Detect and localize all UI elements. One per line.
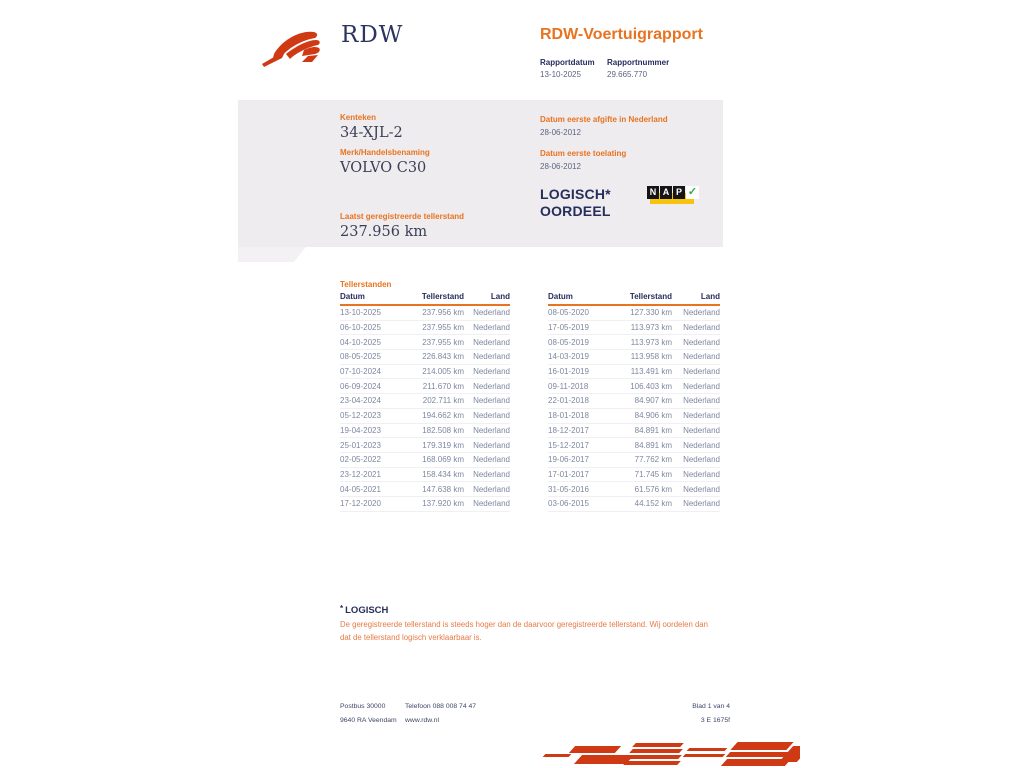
table-cell: 168.069 km: [422, 455, 464, 465]
toelating-value: 28-06-2012: [540, 162, 581, 171]
table-cell: 158.434 km: [422, 469, 464, 479]
table-row: [340, 350, 510, 365]
report-date-value: 13-10-2025: [540, 70, 581, 79]
table-cell: Nederland: [473, 337, 510, 347]
table-body: [548, 306, 720, 512]
footer-page-number: Blad 1 van 4: [692, 703, 730, 710]
footer-address: [340, 700, 397, 728]
verdict-note-title-text: LOGISCH: [345, 605, 389, 616]
table-cell: 04-10-2025: [340, 337, 381, 347]
kenteken-block: [340, 113, 403, 141]
decorative-stripes-graphic: [538, 736, 800, 768]
table-cell: 113.973 km: [630, 337, 672, 347]
table-row: [340, 497, 510, 512]
nap-letter-a: A: [660, 186, 672, 199]
toelating-label: Datum eerste toelating: [540, 149, 627, 158]
table-row: [340, 394, 510, 409]
rdw-wordmark: RDW: [341, 22, 404, 48]
table-row: [548, 497, 720, 512]
table-row: [340, 365, 510, 380]
afgifte-block: [540, 115, 668, 137]
footer-city: 9640 RA Veendam: [340, 717, 397, 724]
table-cell: Nederland: [473, 411, 510, 421]
table-row: [340, 438, 510, 453]
verdict-text: [540, 186, 611, 220]
table-row: [340, 468, 510, 483]
table-cell: Nederland: [683, 367, 720, 377]
footer-page-info: [560, 700, 730, 728]
table-cell: 19-06-2017: [548, 455, 589, 465]
table-row: [340, 379, 510, 394]
table-row: [548, 350, 720, 365]
report-date-block: [540, 58, 595, 79]
rdw-logo-icon: [252, 24, 338, 74]
table-cell: 15-12-2017: [548, 440, 589, 450]
col-header-datum: Datum: [548, 292, 573, 301]
page-title: RDW-Voertuigrapport: [540, 26, 703, 43]
table-row: [548, 424, 720, 439]
table-row: [340, 424, 510, 439]
table-cell: Nederland: [473, 308, 510, 318]
table-row: [548, 321, 720, 336]
verdict-note-line1: De geregistreerde tellerstand is steeds hoger dan de daarvoor geregistreerde tellerstand. Wij oordelen dan: [340, 620, 708, 629]
table-cell: 16-01-2019: [548, 367, 589, 377]
table-cell: 08-05-2019: [548, 337, 589, 347]
table-cell: 84.907 km: [634, 396, 672, 406]
merk-label: Merk/Handelsbenaming: [340, 148, 430, 157]
table-cell: Nederland: [683, 337, 720, 347]
panel-corner-tab: [238, 247, 306, 262]
table-header: [548, 292, 720, 306]
table-cell: 226.843 km: [422, 352, 464, 362]
footer-phone: Telefoon 088 008 74 47: [405, 703, 477, 710]
table-cell: Nederland: [473, 396, 510, 406]
table-cell: 77.762 km: [634, 455, 672, 465]
table-cell: Nederland: [683, 469, 720, 479]
tellerstand-value: 237.956 km: [340, 224, 428, 240]
table-cell: 179.319 km: [422, 440, 464, 450]
table-cell: Nederland: [473, 440, 510, 450]
nap-logo-icon: [647, 186, 699, 206]
tellerstanden-section-title: Tellerstanden: [340, 280, 392, 289]
table-cell: 07-10-2024: [340, 367, 381, 377]
table-cell: 04-05-2021: [340, 484, 381, 494]
table-body: [340, 306, 510, 512]
table-cell: 09-11-2018: [548, 381, 589, 391]
col-header-tellerstand: Tellerstand: [629, 292, 672, 301]
table-cell: 02-05-2022: [340, 455, 381, 465]
table-cell: Nederland: [683, 455, 720, 465]
report-number-value: 29.665.770: [607, 70, 648, 79]
col-header-land: Land: [490, 292, 510, 301]
table-cell: Nederland: [473, 469, 510, 479]
table-cell: 137.920 km: [422, 499, 464, 509]
col-header-land: Land: [700, 292, 720, 301]
table-row: [548, 394, 720, 409]
verdict-note: [340, 604, 732, 644]
table-row: [548, 335, 720, 350]
table-row: [548, 409, 720, 424]
table-cell: Nederland: [683, 440, 720, 450]
table-cell: Nederland: [683, 323, 720, 333]
table-cell: 14-03-2019: [548, 352, 589, 362]
table-cell: Nederland: [683, 396, 720, 406]
table-cell: 147.638 km: [422, 484, 464, 494]
asterisk: *: [340, 604, 344, 613]
table-row: [340, 409, 510, 424]
table-cell: Nederland: [683, 425, 720, 435]
table-row: [548, 453, 720, 468]
table-row: [548, 365, 720, 380]
nap-letter-p: P: [673, 186, 685, 199]
footer-contact: [405, 700, 476, 728]
table-cell: 127.330 km: [630, 308, 672, 318]
table-cell: 237.955 km: [422, 323, 464, 333]
table-cell: Nederland: [473, 455, 510, 465]
table-cell: 237.956 km: [422, 308, 464, 318]
footer-postbus: Postbus 30000: [340, 703, 386, 710]
report-number-block: [607, 58, 669, 79]
col-header-tellerstand: Tellerstand: [421, 292, 464, 301]
verdict-line1: LOGISCH*: [540, 186, 611, 202]
table-cell: 17-12-2020: [340, 499, 381, 509]
col-header-datum: Datum: [340, 292, 365, 301]
table-cell: 22-01-2018: [548, 396, 589, 406]
table-cell: 17-01-2017: [548, 469, 589, 479]
table-cell: 202.711 km: [422, 396, 464, 406]
table-row: [340, 306, 510, 321]
table-cell: 61.576 km: [634, 484, 672, 494]
table-cell: 113.958 km: [630, 352, 672, 362]
merk-block: [340, 148, 430, 176]
table-cell: 71.745 km: [634, 469, 672, 479]
verdict-line2: OORDEEL: [540, 203, 611, 219]
footer-website[interactable]: www.rdw.nl: [405, 717, 439, 724]
table-cell: 06-09-2024: [340, 381, 381, 391]
verdict-note-title: [340, 604, 732, 616]
table-row: [340, 453, 510, 468]
merk-value: VOLVO C30: [340, 160, 427, 176]
table-cell: 214.005 km: [422, 367, 464, 377]
table-cell: 113.491 km: [630, 367, 672, 377]
table-cell: Nederland: [683, 499, 720, 509]
tellerstanden-table-left: [340, 292, 510, 512]
table-cell: 06-10-2025: [340, 323, 381, 333]
table-row: [548, 379, 720, 394]
table-cell: 17-05-2019: [548, 323, 589, 333]
table-cell: Nederland: [683, 308, 720, 318]
report-number-label: Rapportnummer: [607, 58, 670, 67]
table-cell: 18-12-2017: [548, 425, 589, 435]
table-cell: 03-06-2015: [548, 499, 589, 509]
tellerstand-label: Laatst geregistreerde tellerstand: [340, 212, 465, 221]
table-row: [340, 482, 510, 497]
table-row: [340, 321, 510, 336]
table-cell: 44.152 km: [634, 499, 672, 509]
table-cell: Nederland: [683, 381, 720, 391]
table-cell: Nederland: [473, 323, 510, 333]
table-cell: Nederland: [473, 425, 510, 435]
report-date-label: Rapportdatum: [540, 58, 595, 67]
footer-form-code: 3 E 1675f: [700, 717, 730, 724]
table-cell: Nederland: [473, 352, 510, 362]
table-cell: 106.403 km: [630, 381, 672, 391]
kenteken-value: 34-XJL-2: [340, 125, 403, 141]
table-header: [340, 292, 510, 306]
table-row: [548, 306, 720, 321]
table-cell: Nederland: [683, 352, 720, 362]
table-cell: Nederland: [473, 367, 510, 377]
table-cell: 23-04-2024: [340, 396, 381, 406]
table-cell: Nederland: [473, 499, 510, 509]
tellerstand-block: [340, 212, 464, 240]
table-cell: 84.891 km: [634, 440, 672, 450]
table-cell: 84.891 km: [634, 425, 672, 435]
kenteken-label: Kenteken: [340, 113, 377, 122]
tellerstanden-table-right: [548, 292, 720, 512]
table-cell: 19-04-2023: [340, 425, 381, 435]
verdict-note-line2: dat de tellerstand logisch verklaarbaar is.: [340, 633, 482, 642]
table-row: [548, 438, 720, 453]
table-cell: 113.973 km: [630, 323, 672, 333]
table-cell: 182.508 km: [422, 425, 464, 435]
nap-letter-n: N: [647, 186, 659, 199]
table-cell: 23-12-2021: [340, 469, 381, 479]
table-cell: 31-05-2016: [548, 484, 589, 494]
nap-check-icon: ✓: [687, 186, 698, 198]
table-cell: Nederland: [473, 381, 510, 391]
table-cell: 211.670 km: [422, 381, 464, 391]
table-row: [548, 468, 720, 483]
afgifte-value: 28-06-2012: [540, 128, 581, 137]
table-cell: 25-01-2023: [340, 440, 381, 450]
table-cell: Nederland: [683, 411, 720, 421]
table-cell: 08-05-2020: [548, 308, 589, 318]
table-cell: 13-10-2025: [340, 308, 381, 318]
table-cell: 194.662 km: [422, 411, 464, 421]
table-cell: 237.955 km: [422, 337, 464, 347]
table-cell: 18-01-2018: [548, 411, 589, 421]
table-row: [340, 335, 510, 350]
afgifte-label: Datum eerste afgifte in Nederland: [540, 115, 668, 124]
toelating-block: [540, 149, 626, 171]
table-cell: 05-12-2023: [340, 411, 381, 421]
table-row: [548, 482, 720, 497]
table-cell: Nederland: [683, 484, 720, 494]
table-cell: 08-05-2025: [340, 352, 381, 362]
table-cell: Nederland: [473, 484, 510, 494]
table-cell: 84.906 km: [634, 411, 672, 421]
